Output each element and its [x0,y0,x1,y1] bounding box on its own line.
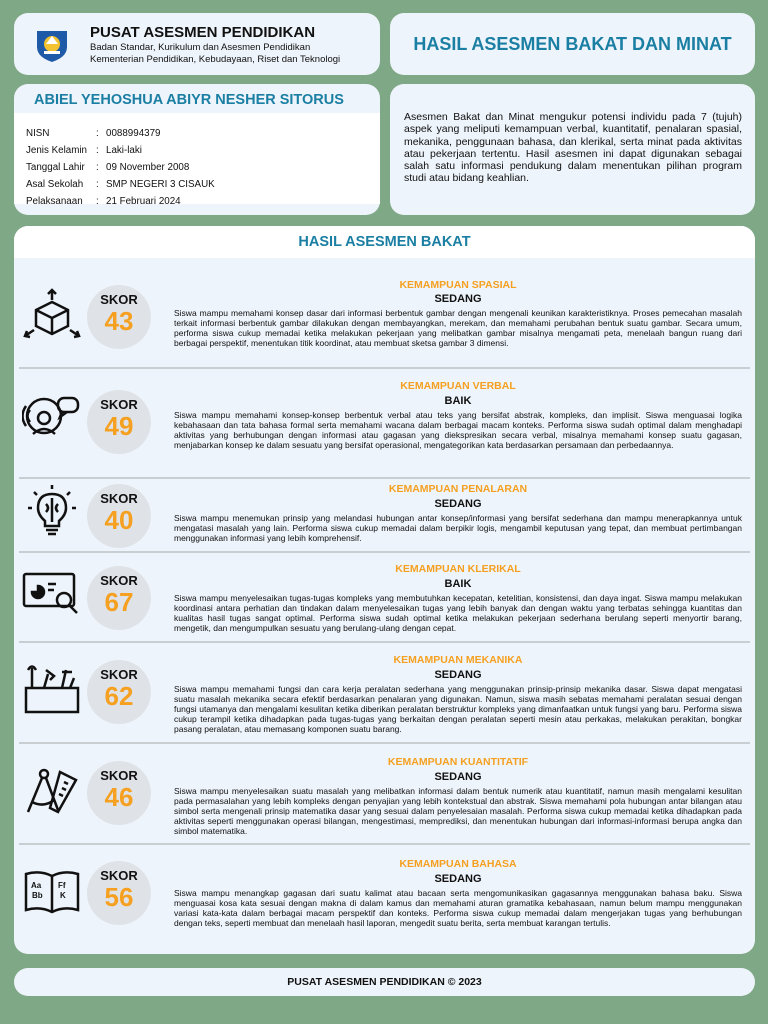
field-value: 09 November 2008 [106,162,190,173]
svg-text:Ff: Ff [58,881,66,890]
aptitude-results-card [14,226,755,954]
student-field-row [26,176,215,193]
score-label: SKOR [100,573,138,588]
report-title: HASIL ASESMEN BAKAT DAN MINAT [413,33,732,54]
field-label: Pelaksanaan [26,196,83,207]
footer-text: PUSAT ASESMEN PENDIDIKAN © 2023 [287,976,482,988]
score-value: 56 [104,882,134,912]
ability-block-kuantitatif [14,744,755,845]
ability-description: Siswa mampu memahami konsep-konsep berbentuk verbal atau teks yang bersifat abstrak, kompleks, dan implisit. Siswa menguasai logika kebahasaan dan tata bahasa formal serta memahami wacana dalam berbagai macam konteks. Performa siswa sudah optimal dalam menghadapi aktivitas yang berhubungan dengan informasi atau gagasan yang diekspresikan secara verbal, misalnya memahami konsep suatu gagasan, menjabarkan konsep ke dalam sesuatu yang bersifat operasional, mengategorikan kata berdasarkan persamaan dan perbedaannya. [174,410,742,451]
score-value: 67 [104,587,134,617]
ability-level: BAIK [444,578,472,590]
student-field-row [26,193,215,210]
compass-ruler-icon [22,766,82,818]
institution-subtitle-1: Badan Standar, Kurikulum dan Asesmen Pendidikan [90,42,311,53]
score-label: SKOR [100,768,138,783]
ability-level: SEDANG [434,498,482,510]
field-value: 21 Februari 2024 [106,196,181,207]
ability-description: Siswa mampu menangkap gagasan dari suatu kalimat atau bacaan serta mengomunikasikan gagasannya menggunakan bahasa baku. Siswa menguasai kosa kata sesuai dengan makna di dalam kamus dan memahami aturan gramatika kebahasaan, namun belum mampu menggunakan variasi kata-kata dalam berbagai macam perspektif dan konteks. Performa siswa cukup memadai dalam mengerjakan tugas yang berhubungan dengan teks, seperti membuat dan menelaah hasil laporan, mengedit suatu berita, serta membuat karangan tertulis. [174,888,742,929]
score-circle [87,861,151,925]
assessment-description-card [390,84,755,215]
institution-subtitle-2: Kementerian Pendidikan, Kebudayaan, Riset dan Teknologi [90,54,341,65]
institution-name: PUSAT ASESMEN PENDIDIKAN [90,24,316,41]
ability-description: Siswa mampu menemukan prinsip yang melandasi hubungan antar konsep/informasi yang bersifat sederhana dan mampu menerapkannya untuk mengatasi masalah yang lain. Performa siswa cukup memadai dalam berpikir logis, mengambil keputusan yang tepat, dan membuat pertimbangan menggunakan informasi yang lebih komprehensif. [174,513,742,544]
student-info-card [14,84,380,215]
ability-description: Siswa mampu memahami fungsi dan cara kerja peralatan sederhana yang menggunakan prinsip-prinsip mekanika dasar. Siswa dapat mengatasi suatu masalah mekanika secara efektif berdasarkan penalaran yang digunakan. Namun, siswa masih sebatas memahami peralatan sesuai dengan fungsi utamanya dan mengalami kesulitan ketika diberikan peralatan berstruktur kompleks yang dimanfaatkan untuk fungsi yang baru. Performa siswa cukup terampil ketika dihadapkan pada tugas-tugas yang berkaitan dengan peralatan seperti mesin atau perkakas, melakukan perakitan, bongkar pasang peralatan, atau memasang komponen suatu barang. [174,684,742,735]
score-circle [87,285,151,349]
ability-title: KEMAMPUAN MEKANIKA [393,654,523,666]
ability-title: KEMAMPUAN VERBAL [400,380,516,392]
toolbox-icon [22,664,82,716]
ability-block-spasial [14,264,755,369]
score-circle [87,390,151,454]
student-field-row [26,142,215,159]
field-label: NISN [26,128,50,139]
ability-level: SEDANG [434,873,482,885]
ability-title: KEMAMPUAN KLERIKAL [395,563,521,575]
score-label: SKOR [100,667,138,682]
score-value: 40 [104,505,134,535]
ability-level: BAIK [444,395,472,407]
ability-title: KEMAMPUAN KUANTITATIF [387,756,529,768]
ability-level: SEDANG [434,293,482,305]
student-field-row [26,159,215,176]
ability-block-mekanika [14,643,755,744]
ability-title: KEMAMPUAN SPASIAL [399,279,517,291]
svg-text:Aa: Aa [31,881,42,890]
field-colon: : [96,162,99,173]
ability-description: Siswa mampu menyelesaikan tugas-tugas kompleks yang membutuhkan kecepatan, ketelitian, konsistensi, dan daya ingat. Siswa mampu melakukan koordinasi antara perhatian dan tindakan dalam menyelesaikan tugas yang lebih banyak dan dengan waktu yang terbatas sehingga kuantitas dan kualitas hasil tugas sangat optimal. Performa siswa sudah optimal ketika melakukan pekerjaan sederhana berulang seperti menyortir barang, mengetik, dan mengumpulkan sesuatu yang berulang-ulang dengan cepat. [174,593,742,634]
field-value: 0088994379 [106,128,161,139]
score-value: 62 [104,681,134,711]
tut-wuri-handayani-logo-icon [33,27,71,63]
ability-title: KEMAMPUAN BAHASA [399,858,517,870]
open-book-abc-icon [22,866,82,918]
institution-header [14,13,380,75]
svg-text:Bb: Bb [32,891,43,900]
score-circle [87,484,151,548]
ability-block-klerikal [14,553,755,643]
score-label: SKOR [100,491,138,506]
score-value: 49 [104,411,134,441]
ability-description: Siswa mampu menyelesaikan suatu masalah yang melibatkan informasi dalam bentuk numerik atau kuantitatif, namun masih mengalami kesulitan pada permasalahan yang lebih kompleks dengan penyajian yang lebih kontekstual dan abstrak. Siswa memahami pola hubungan antar bilangan atau simbol serta mengenali prinsip matematika dasar yang sesuai dalam penyelesaian masalah. Performa siswa cukup memadai ketika dihadapkan pada aktivitas seperti menggunakan operasi bilangan, mengestimasi, memprediksi, dan menentukan hubungan dari informasi-informasi berupa angka dan simbol matematika. [174,786,742,837]
score-circle [87,761,151,825]
assessment-description: Asesmen Bakat dan Minat mengukur potensi individu pada 7 (tujuh) aspek yang meliputi kemampuan verbal, kuantitatif, penalaran spasial, mekanika, penggunaan bahasa, dan klerikal, serta minat pada aktivitas atau pekerjaan tertentu. Hasil asesmen ini dapat digunakan sebagai salah satu informasi pendukung dalam menentukan pilihan program studi atau bidang keahlian. [404,111,742,185]
ability-title: KEMAMPUAN PENALARAN [388,483,528,495]
student-field-row [26,125,215,142]
ability-block-verbal [14,369,755,479]
report-title-card [390,13,755,75]
score-circle [87,566,151,630]
field-colon: : [96,145,99,156]
score-label: SKOR [100,868,138,883]
score-value: 46 [104,782,134,812]
field-value: SMP NEGERI 3 CISAUK [106,179,215,190]
ability-level: SEDANG [434,771,482,783]
svg-text:K: K [60,891,66,900]
section-title: HASIL ASESMEN BAKAT [14,226,755,258]
score-label: SKOR [100,397,138,412]
score-circle [87,660,151,724]
lightbulb-brain-icon [22,484,82,536]
ability-level: SEDANG [434,669,482,681]
footer [14,968,755,996]
field-label: Asal Sekolah [26,179,84,190]
cube-3d-icon [22,288,82,340]
ability-block-bahasa [14,845,755,945]
field-colon: : [96,179,99,190]
student-name: ABIEL YEHOSHUA ABIYR NESHER SITORUS [34,92,344,108]
field-colon: : [96,128,99,139]
score-value: 43 [104,306,134,336]
student-info-table [26,125,215,210]
ability-description: Siswa mampu memahami konsep dasar dari informasi berbentuk gambar dengan mengenali keunikan karakteristiknya. Proses pemecahan masalah terkait informasi berbentuk gambar dilakukan dengan membayangkan, merekam, dan memahami perubahan bentuk suatu gambar. Secara umum, performa siswa cukup memadai ketika melakukan pekerjaan yang melibatkan gambar misalnya mengamati peta, menelaah bangun ruang dari berbagai perspektif, menentukan titik koordinat, atau membuat sketsa gambar 3 dimensi. [174,308,742,349]
field-colon: : [96,196,99,207]
board-magnifier-icon [22,570,82,622]
field-label: Jenis Kelamin [26,145,87,156]
field-label: Tanggal Lahir [26,162,85,173]
ability-block-penalaran [14,479,755,553]
score-label: SKOR [100,292,138,307]
field-value: Laki-laki [106,145,142,156]
speaking-head-icon [22,394,82,446]
